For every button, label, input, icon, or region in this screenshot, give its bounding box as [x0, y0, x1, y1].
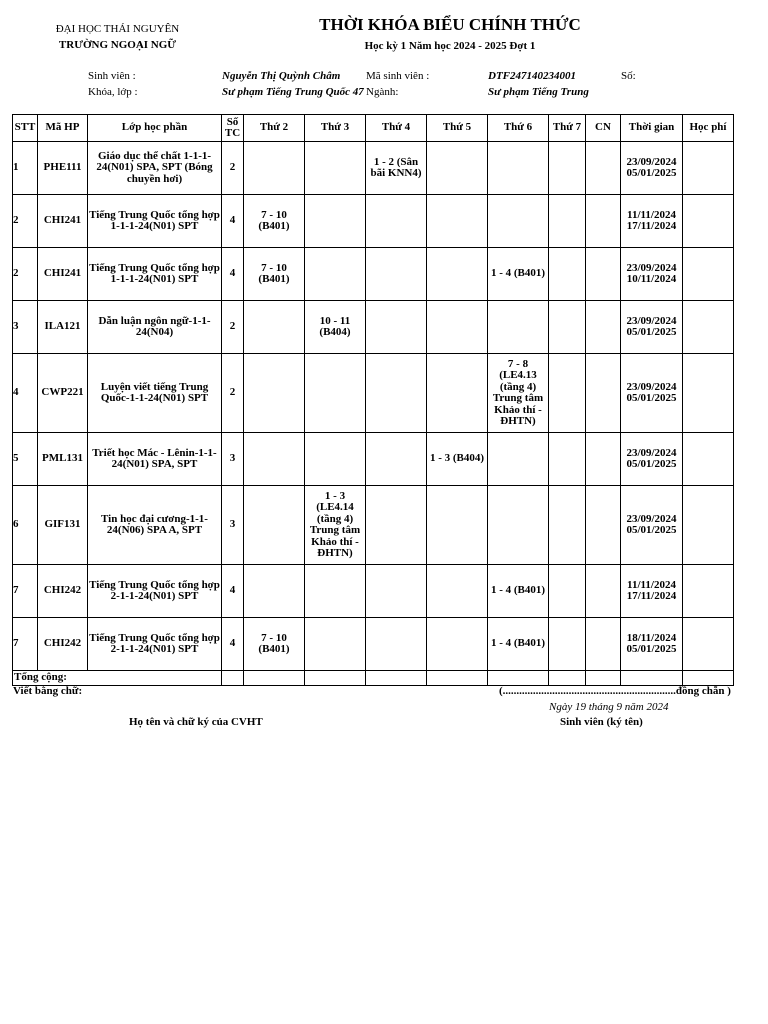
cell-wed: [366, 354, 427, 433]
time-end: 17/11/2024: [626, 590, 677, 602]
cell-thu: [427, 195, 488, 248]
cell-mon: [244, 301, 305, 354]
header-sun: CN: [586, 115, 621, 142]
cell-tue: [305, 354, 366, 433]
time-start: 11/11/2024: [627, 578, 676, 591]
cell-sat: [549, 142, 586, 195]
cell-code: GIF131: [38, 486, 88, 565]
cell-thu: [427, 618, 488, 671]
class-label: Khóa, lớp :: [88, 86, 138, 98]
cell-mon: 7 - 10 (B401): [244, 248, 305, 301]
header-wed: Thứ 4: [366, 115, 427, 142]
cell-mon: 7 - 10 (B401): [244, 195, 305, 248]
cell-sun: [586, 354, 621, 433]
page-title: THỜI KHÓA BIỂU CHÍNH THỨC: [319, 15, 581, 34]
cell-stt: 3: [13, 301, 38, 354]
cell-tue: [305, 565, 366, 618]
cell-mon: [244, 354, 305, 433]
time-start: 23/09/2024: [626, 446, 677, 459]
cell-sun: [586, 565, 621, 618]
cell-fri: [488, 195, 549, 248]
cell-credits: 3: [222, 486, 244, 565]
time-end: 05/01/2025: [626, 167, 677, 179]
class-value: Sư phạm Tiếng Trung Quốc 47: [222, 86, 364, 98]
header-fee: Học phí: [683, 115, 734, 142]
header-thu: Thứ 5: [427, 115, 488, 142]
cell-stt: 7: [13, 565, 38, 618]
time-start: 23/09/2024: [626, 261, 677, 274]
amount-placeholder: (...............................................................đồng chẵn ): [499, 685, 731, 697]
cell-thu: 1 - 3 (B404): [427, 433, 488, 486]
cell-fee: [683, 195, 734, 248]
table-row: [13, 354, 734, 433]
cell-sun: [586, 618, 621, 671]
cell-tue: 10 - 11 (B404): [305, 301, 366, 354]
header-sat: Thứ 7: [549, 115, 586, 142]
time-start: 23/09/2024: [626, 314, 677, 327]
cell-fee: [683, 354, 734, 433]
cell-wed: [366, 486, 427, 565]
table-row: [13, 486, 734, 565]
time-end: 17/11/2024: [626, 220, 677, 232]
cell-credits: 4: [222, 618, 244, 671]
total-credits: [222, 671, 244, 686]
cell-fri: [488, 301, 549, 354]
student-id: DTF247140234001: [488, 70, 576, 82]
cell-wed: [366, 195, 427, 248]
cell-wed: [366, 433, 427, 486]
cell-course: Tiếng Trung Quốc tổng hợp 1-1-1-24(N01) SPT: [88, 195, 222, 248]
cell-fri: 7 - 8 (LE4.13 (tầng 4) Trung tâm Khảo thí - ĐHTN): [488, 354, 549, 433]
cell-fri: 1 - 4 (B401): [488, 618, 549, 671]
header-stt: STT: [13, 115, 38, 142]
cell-mon: [244, 142, 305, 195]
cell-mon: [244, 565, 305, 618]
cell-stt: 2: [13, 248, 38, 301]
time-end: 05/01/2025: [626, 326, 677, 338]
time-start: 23/09/2024: [626, 380, 677, 393]
cell-tue: [305, 195, 366, 248]
cell-course: Tiếng Trung Quốc tổng hợp 2-1-1-24(N01) SPT: [88, 565, 222, 618]
cell-fri: [488, 433, 549, 486]
time-start: 23/09/2024: [626, 512, 677, 525]
cell-fee: [683, 486, 734, 565]
cell-thu: [427, 354, 488, 433]
cell-time: [621, 354, 683, 433]
school-name: TRƯỜNG NGOẠI NGỮ: [58, 39, 177, 51]
cell-course: Dẫn luận ngôn ngữ-1-1-24(N04): [88, 301, 222, 354]
student-label: Sinh viên :: [88, 70, 136, 82]
cell-credits: 2: [222, 354, 244, 433]
cell-thu: [427, 248, 488, 301]
cell-credits: 2: [222, 142, 244, 195]
cell-fri: 1 - 4 (B401): [488, 248, 549, 301]
cell-thu: [427, 142, 488, 195]
cell-course: Giáo dục thể chất 1-1-1-24(N01) SPA, SPT (Bóng chuyền hơi): [88, 142, 222, 195]
cell-tue: [305, 618, 366, 671]
header-mon: Thứ 2: [244, 115, 305, 142]
cell-sun: [586, 301, 621, 354]
cell-fee: [683, 433, 734, 486]
header-credits: Số TC: [222, 115, 244, 142]
in-words-label: Viết bằng chữ:: [13, 685, 83, 697]
header-course: Lớp học phần: [88, 115, 222, 142]
cell-time: [621, 433, 683, 486]
cell-time: [621, 565, 683, 618]
institution-name: ĐẠI HỌC THÁI NGUYÊN: [55, 23, 180, 35]
cell-code: PML131: [38, 433, 88, 486]
table-row: [13, 248, 734, 301]
cell-sat: [549, 301, 586, 354]
time-end: 05/01/2025: [626, 524, 677, 536]
cell-course: Tin học đại cương-1-1-24(N06) SPA A, SPT: [88, 486, 222, 565]
time-end: 10/11/2024: [626, 273, 677, 285]
cell-stt: 7: [13, 618, 38, 671]
cell-thu: [427, 565, 488, 618]
cell-code: CHI242: [38, 618, 88, 671]
cell-sun: [586, 433, 621, 486]
table-row: [13, 195, 734, 248]
cell-course: Luyện viết tiếng Trung Quốc-1-1-24(N01) SPT: [88, 354, 222, 433]
cell-course: Tiếng Trung Quốc tổng hợp 1-1-1-24(N01) SPT: [88, 248, 222, 301]
header-time: Thời gian: [621, 115, 683, 142]
table-row: [13, 142, 734, 195]
cell-stt: 2: [13, 195, 38, 248]
header-fri: Thứ 6: [488, 115, 549, 142]
cell-wed: 1 - 2 (Sân bãi KNN4): [366, 142, 427, 195]
table-row: [13, 565, 734, 618]
cell-code: CHI241: [38, 195, 88, 248]
cell-credits: 3: [222, 433, 244, 486]
table-row: [13, 433, 734, 486]
cell-sun: [586, 248, 621, 301]
cell-sat: [549, 618, 586, 671]
cell-sun: [586, 195, 621, 248]
cell-sat: [549, 354, 586, 433]
cell-mon: [244, 433, 305, 486]
cell-stt: 6: [13, 486, 38, 565]
cell-time: [621, 301, 683, 354]
cell-mon: [244, 486, 305, 565]
cell-credits: 4: [222, 565, 244, 618]
cell-fri: 1 - 4 (B401): [488, 565, 549, 618]
major-value: Sư phạm Tiếng Trung: [488, 86, 589, 98]
date-line: Ngày 19 tháng 9 năm 2024: [549, 701, 669, 713]
cell-code: CHI242: [38, 565, 88, 618]
cell-code: ILA121: [38, 301, 88, 354]
cell-stt: 1: [13, 142, 38, 195]
cell-fee: [683, 618, 734, 671]
cell-time: [621, 248, 683, 301]
cell-course: Tiếng Trung Quốc tổng hợp 2-1-1-24(N01) SPT: [88, 618, 222, 671]
cell-mon: 7 - 10 (B401): [244, 618, 305, 671]
header-tue: Thứ 3: [305, 115, 366, 142]
time-start: 18/11/2024: [626, 631, 677, 644]
cell-fee: [683, 565, 734, 618]
cell-course: Triết học Mác - Lênin-1-1-24(N01) SPA, SPT: [88, 433, 222, 486]
cell-wed: [366, 565, 427, 618]
cell-fee: [683, 248, 734, 301]
cell-code: CWP221: [38, 354, 88, 433]
time-end: 05/01/2025: [626, 643, 677, 655]
cell-fri: [488, 142, 549, 195]
cell-sun: [586, 486, 621, 565]
time-end: 05/01/2025: [626, 392, 677, 404]
cell-tue: [305, 433, 366, 486]
time-start: 23/09/2024: [626, 155, 677, 168]
cell-code: PHE111: [38, 142, 88, 195]
cell-wed: [366, 248, 427, 301]
cell-time: [621, 195, 683, 248]
cell-sat: [549, 433, 586, 486]
header-code: Mã HP: [38, 115, 88, 142]
cell-tue: [305, 142, 366, 195]
table-row: [13, 301, 734, 354]
cell-sat: [549, 248, 586, 301]
cell-code: CHI241: [38, 248, 88, 301]
cell-time: [621, 618, 683, 671]
student-signature-label: Sinh viên (ký tên): [560, 716, 643, 728]
cell-thu: [427, 301, 488, 354]
page-subtitle: Học kỳ 1 Năm học 2024 - 2025 Đợt 1: [364, 40, 536, 52]
total-row: [13, 671, 734, 686]
time-start: 11/11/2024: [627, 208, 676, 221]
cell-credits: 2: [222, 301, 244, 354]
cell-stt: 5: [13, 433, 38, 486]
cell-credits: 4: [222, 248, 244, 301]
cell-sat: [549, 486, 586, 565]
number-label: Số:: [621, 70, 636, 82]
cell-sat: [549, 565, 586, 618]
cell-tue: [305, 248, 366, 301]
table-header-row: [13, 115, 734, 142]
cell-time: [621, 486, 683, 565]
timetable: [12, 114, 734, 686]
cell-sat: [549, 195, 586, 248]
cell-fee: [683, 142, 734, 195]
cell-stt: 4: [13, 354, 38, 433]
student-id-label: Mã sinh viên :: [366, 70, 430, 82]
cell-sun: [586, 142, 621, 195]
cell-tue: 1 - 3 (LE4.14 (tầng 4) Trung tâm Khảo thí - ĐHTN): [305, 486, 366, 565]
cell-wed: [366, 301, 427, 354]
cell-time: [621, 142, 683, 195]
cell-fee: [683, 301, 734, 354]
advisor-signature-label: Họ tên và chữ ký của CVHT: [129, 716, 263, 728]
cell-thu: [427, 486, 488, 565]
cell-credits: 4: [222, 195, 244, 248]
total-label: Tổng cộng:: [13, 671, 222, 686]
major-label: Ngành:: [366, 86, 399, 98]
time-end: 05/01/2025: [626, 458, 677, 470]
cell-fri: [488, 486, 549, 565]
cell-wed: [366, 618, 427, 671]
student-name: Nguyễn Thị Quỳnh Châm: [222, 70, 341, 82]
table-row: [13, 618, 734, 671]
